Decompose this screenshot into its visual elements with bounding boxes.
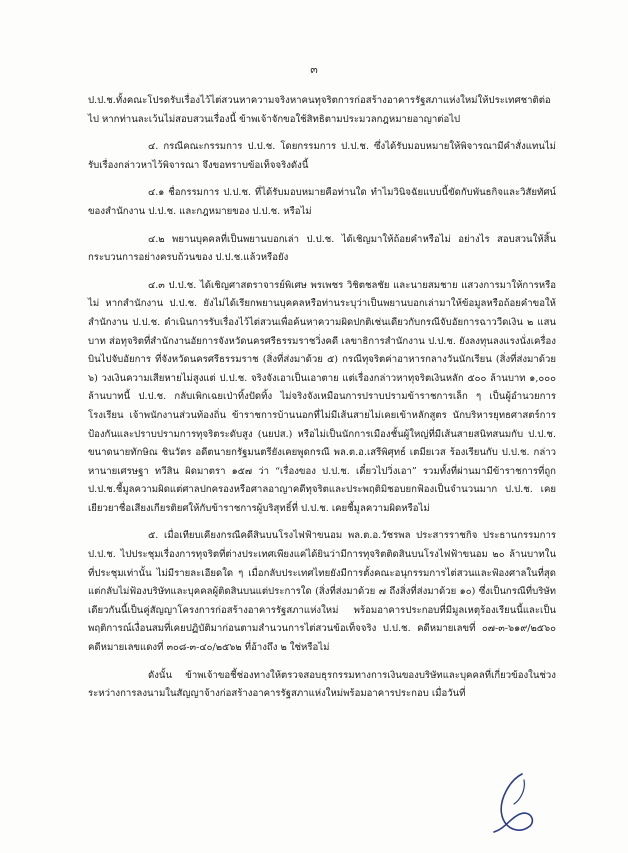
document-body (88, 92, 556, 704)
paragraph-item-4-1: ๔.๑ ชื่อกรรมการ ป.ป.ช. ที่ได้รับมอบหมายคือท่านใด ทำไมวินิจฉัยแบบนี้ขัดกับพันธกิจและวิสัยทัศน์ของสำนักงาน ป.ป.ช. และกฎหมายของ ป.ป.ช. หรือไม่ (88, 187, 556, 217)
handwritten-signature (480, 770, 540, 840)
paragraph-continuation: ป.ป.ช.ทั้งคณะโปรดรับเรื่องไว้ไต่สวนหาความจริงหาคนทุจริตการก่อสร้างอาคารรัฐสภาแห่งใหม่ให้ประเทศชาติต่อไป หากท่านละเว้นไม่สอบสวนเรื่องนี้ ข้าพเจ้าจักขอใช้สิทธิตามประมวลกฎหมายอาญาต่อไป (88, 95, 551, 125)
paragraph-conclusion: ดังนั้น ข้าพเจ้าขอชี้ช่องทางให้ตรวจสอบธุรกรรมทางการเงินของบริษัทและบุคคลที่เกี่ยวข้องในช่วงระหว่างการลงนามในสัญญาจ้างก่อสร้างอาคารรัฐสภาแห่งใหม่พร้อมอาคารประกอบ เมื่อวันที่ (88, 669, 556, 700)
paragraph-item-4: ๔. กรณีคณะกรรมการ ป.ป.ช. โดยกรรมการ ป.ป.ช. ซึ่งได้รับมอบหมายให้พิจารณามีคำสั่งแทนไม่รับเรื่องกล่าวหาไว้พิจารณา จึงขอทราบข้อเท็จจริงดังนี้ (88, 141, 556, 171)
paragraph-item-5: ๕. เมื่อเทียบเคียงกรณีคดีสินบนโรงไฟฟ้าขนอม พล.ต.อ.วัชรพล ประสารราชกิจ ประธานกรรมการ ป.ป.ช. ไปประชุมเรื่องการทุจริตที่ต่างประเทศเพียงแค่ได้ยินว่ามีการทุจริตติดสินบนโรงไฟฟ้าขนอม ๒๐ ล้านบาทในที่ประชุมเท่านั้น ไม่มีรายละเอียดใด ๆ เมื่อกลับประเทศไทยยังมีการตั้งคณะอนุกรรมการไต่สวนและฟ้องศาลในที่สุด แต่กลับไม่ฟ้องบริษัทและบุคคลผู้ติดสินบนแต่ประการใด (สิ่งที่ส่งมาด้วย ๗ ถึงสิ่งที่ส่งมาด้วย ๑๐) ซึ่งเป็นกรณีที่บริษัทเดียวกันนี้เป็นคู่สัญญาโครงการก่อสร้างอาคารรัฐสภาแห่งใหม่ พร้อมอาคารประกอบที่มีมูลเหตุร้องเรียนนี้และเป็นพฤติการณ์เงื่อนสมที่เคยปฏิบัติมาก่อนตามสำนวนการไต่สวนข้อเท็จจริง ป.ป.ช. คดีหมายเลขที่ ๐๗-๓-๖๑๙/๒๕๖๐ คดีหมายเลขแดงที่ ๓๐๘-๓-๔๐/๒๕๖๒ ที่อ้างถึง ๒ ใช่หรือไม่ (88, 530, 556, 654)
paragraph-item-4-2: ๔.๒ พยานบุคคลที่เป็นพยานบอกเล่า ป.ป.ช. ได้เชิญมาให้ถ้อยคำหรือไม่ อย่างไร สอบสวนให้สิ้นกระบวนการอย่างครบถ้วนของ ป.ป.ช.แล้วหรือยัง (88, 233, 556, 264)
page-number: ๓ (310, 63, 318, 76)
paragraph-item-4-3: ๔.๓ ป.ป.ช. ได้เชิญศาสตราจารย์พิเศษ พรเพชร วิชิตชลชัย และนายสมชาย แสวงการมาให้การหรือไม่ หากสำนักงาน ป.ป.ช. ยังไม่ได้เรียกพยานบุคคลหรือท่านระบุว่าเป็นพยานบอกเล่ามาให้ข้อมูลหรือถ้อยคำขอให้สำนักงาน ป.ป.ช. ดำเนินการรับเรื่องไว้ไต่สวนเพื่อค้นหาความผิดปกติเช่นเดียวกับกรณีจับอัยการฉาววีดเงิน ๒ แสนบาท ส่อทุจริตที่สำนักงานอัยการจังหวัดนครศรีธรรมราชวิ่งคดี เลขาธิการสำนักงาน ป.ป.ช. ยังลงทุนลงแรงนั่งเครื่องบินไปจับอัยการ ที่จังหวัดนครศรีธรรมราช (สิ่งที่ส่งมาด้วย ๕) กรณีทุจริตค่าอาหารกลางวันนักเรียน (สิ่งที่ส่งมาด้วย ๖) วงเงินความเสียหายไม่สูงแต่ ป.ป.ช. จริงจังเอาเป็นเอาตาย แต่เรื่องกล่าวหาทุจริตเงินหลัก ๕๐๐ ล้านบาท ๑,๐๐๐ ล้านบาทนี้ ป.ป.ช. กลับเพิกเฉยเป่าทิ้งปัดทิ้ง ไม่จริงจังเหมือนการปราบปรามข้าราชการเล็ก ๆ เป็นผู้อำนวยการโรงเรียน เจ้าพนักงานส่วนท้องถิ่น ข้าราชการบ้านนอกที่ไม่มีเส้นสายไม่เคยเข้าหลักสูตร นักบริหารยุทธศาสตร์การป้องกันและปราบปรามการทุจริตระดับสูง (นยปส.) หรือไม่เป็นนักการเมืองชั้นผู้ใหญ่ที่มีเส้นสายสนิทสนมกับ ป.ป.ช. ขนาดนายทักษิณ ชินวัตร อดีตนายกรัฐมนตรียังเคยพูดกรณี พล.ต.อ.เสรีพิศุทธ์ เตมียเวส ร้องเรียนกับ ป.ป.ช. กล่าวหานายเศรษฐา ทวีสิน ผิดมาตรา ๑๕๗ ว่า “เรื่องของ ป.ป.ช. เดี๋ยวไปวิ่งเอา” รวมทั้งที่ผ่านมามีข้าราชการที่ถูก ป.ป.ช.ชี้มูลความผิดแต่ศาลปกครองหรือศาลอาญาคดีทุจริตและประพฤติมิชอบยกฟ้องเป็นจำนวนมาก ป.ป.ช. เคยเยียวยาชื่อเสียงเกียรติยศให้กับข้าราชการผู้บริสุทธิ์ที่ ป.ป.ช. เคยชี้มูลความผิดหรือไม่ (88, 279, 556, 514)
